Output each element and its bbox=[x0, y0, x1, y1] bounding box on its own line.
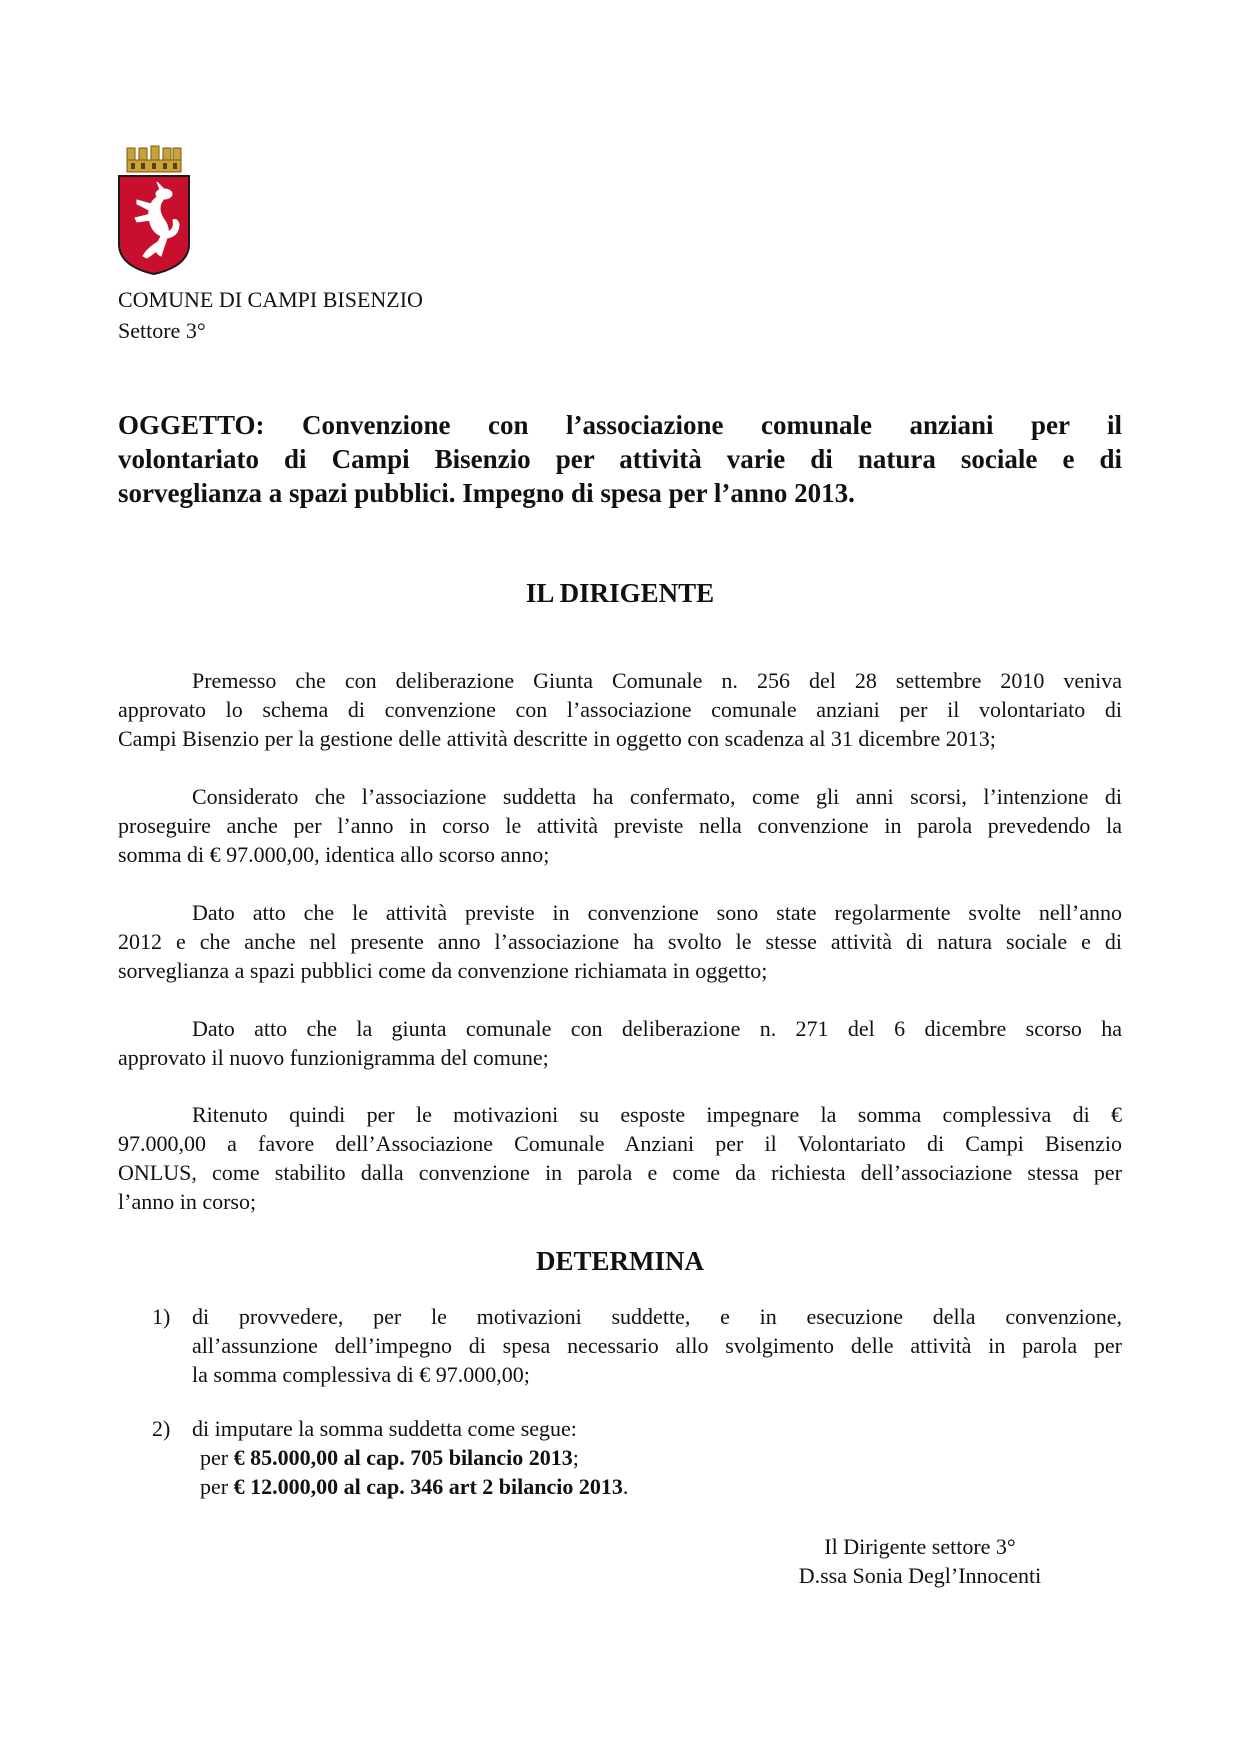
allocation-prefix: per bbox=[200, 1445, 229, 1470]
paragraph-line: l’anno in corso; bbox=[118, 1189, 257, 1214]
paragraph-line: Campi Bisenzio per la gestione delle attività descritte in oggetto con scadenza al 31 dicembre 2013; bbox=[118, 726, 996, 751]
item-number: 2) bbox=[152, 1416, 171, 1441]
paragraph-line: Dato atto che le attività previste in convenzione sono state regolarmente svolte nell’anno bbox=[192, 900, 1122, 925]
paragraph-considerato bbox=[118, 782, 1122, 869]
paragraph-line: somma di € 97.000,00, identica allo scorso anno; bbox=[118, 842, 550, 867]
signature-name: D.ssa Sonia Degl’Innocenti bbox=[798, 1563, 1042, 1588]
determina-item-2 bbox=[152, 1414, 1122, 1501]
item-line: all’assunzione dell’impegno di spesa necessario allo svolgimento delle attività in parola per bbox=[192, 1333, 1122, 1358]
document-header bbox=[118, 284, 423, 346]
paragraph-ritenuto bbox=[118, 1100, 1122, 1216]
paragraph-line: approvato il nuovo funzionigramma del comune; bbox=[118, 1045, 549, 1070]
paragraph-line: approvato lo schema di convenzione con l’associazione comunale anziani per il volontariato di bbox=[118, 697, 1122, 722]
allocation-prefix: per bbox=[200, 1474, 229, 1499]
paragraph-premesso bbox=[118, 666, 1122, 753]
paragraph-line: 97.000,00 a favore dell’Associazione Comunale Anziani per il Volontariato di Campi Bisenzio bbox=[118, 1131, 1122, 1156]
item-line: di provvedere, per le motivazioni suddette, e in esecuzione della convenzione, bbox=[192, 1304, 1122, 1329]
item-line: di imputare la somma suddetta come segue: bbox=[192, 1416, 577, 1441]
comune-name: COMUNE DI CAMPI BISENZIO bbox=[118, 287, 423, 312]
settore-label: Settore 3° bbox=[118, 318, 206, 343]
subject-line: volontariato di Campi Bisenzio per attività varie di natura sociale e di bbox=[118, 444, 1122, 474]
paragraph-line: Dato atto che la giunta comunale con deliberazione n. 271 del 6 dicembre scorso ha bbox=[192, 1016, 1122, 1041]
coat-of-arms-icon bbox=[117, 144, 191, 276]
subject-block bbox=[118, 408, 1122, 510]
determina-title: DETERMINA bbox=[535, 1246, 704, 1276]
allocation-line bbox=[192, 1472, 1122, 1501]
section-title: IL DIRIGENTE bbox=[525, 578, 715, 608]
item-number: 1) bbox=[152, 1304, 171, 1329]
paragraph-dato-atto-2 bbox=[118, 1014, 1122, 1072]
allocation-line bbox=[192, 1443, 1122, 1472]
allocation-amount: € 85.000,00 al cap. 705 bilancio 2013 bbox=[233, 1445, 573, 1470]
paragraph-line: proseguire anche per l’anno in corso le attività previste nella convenzione in parola prevedendo la bbox=[118, 813, 1122, 838]
paragraph-line: Premesso che con deliberazione Giunta Comunale n. 256 del 28 settembre 2010 veniva bbox=[192, 668, 1122, 693]
paragraph-line: sorveglianza a spazi pubblici come da convenzione richiamata in oggetto; bbox=[118, 958, 768, 983]
signature-role: Il Dirigente settore 3° bbox=[824, 1534, 1016, 1559]
subject-line: sorveglianza a spazi pubblici. Impegno di spesa per l’anno 2013. bbox=[118, 478, 855, 508]
paragraph-line: ONLUS, come stabilito dalla convenzione in parola e come da richiesta dell’associazione stessa per bbox=[118, 1160, 1122, 1185]
paragraph-line: Ritenuto quindi per le motivazioni su esposte impegnare la somma complessiva di € bbox=[192, 1102, 1122, 1127]
paragraph-dato-atto-1 bbox=[118, 898, 1122, 985]
paragraph-line: Considerato che l’associazione suddetta ha confermato, come gli anni scorsi, l’intenzione di bbox=[192, 784, 1122, 809]
paragraph-line: 2012 e che anche nel presente anno l’associazione ha svolto le stesse attività di natura sociale e di bbox=[118, 929, 1122, 954]
item-line: la somma complessiva di € 97.000,00; bbox=[192, 1362, 530, 1387]
allocation-suffix: . bbox=[622, 1474, 629, 1499]
allocation-amount: € 12.000,00 al cap. 346 art 2 bilancio 2013 bbox=[233, 1474, 623, 1499]
allocation-suffix: ; bbox=[572, 1445, 579, 1470]
subject-line: OGGETTO: Convenzione con l’associazione comunale anziani per il bbox=[118, 410, 1122, 440]
signature-block bbox=[780, 1532, 1060, 1590]
determina-item-1 bbox=[152, 1302, 1122, 1389]
